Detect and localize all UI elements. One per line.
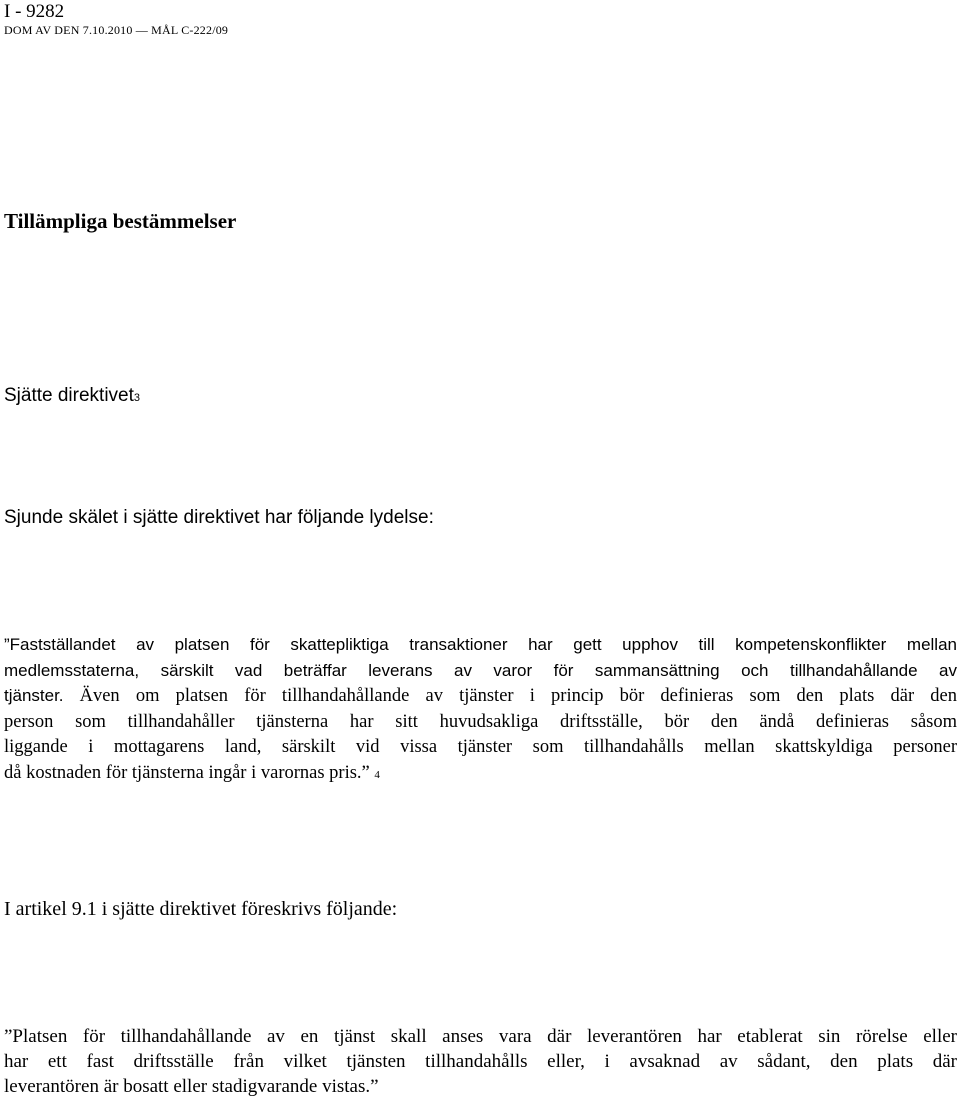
quote-line [4,761,957,789]
quote-line [4,683,957,710]
quote-line-fragment: tjänster. [4,686,64,705]
case-code: I - 9282 [4,1,65,22]
footnote-marker: 3 [133,392,141,404]
subheading [4,384,140,410]
quote-line: har ett fast driftsställe från vilket tjänsten tillhandahålls eller, i avsaknad av sådant, den plats där [4,1051,957,1072]
quote-line: liggande i mottagarens land, särskilt vid vissa tjänster som tillhandahålls mellan skattskyldiga personer [4,737,957,757]
quote-line: ”Platsen för tillhandahållande av en tjänst skall anses vara där leverantören har etablerat sin rörelse eller [4,1026,957,1047]
subheading-text: Sjätte direktivet [4,385,134,406]
intro-paragraph: Sjunde skälet i sjätte direktivet har följande lydelse: [4,507,434,528]
quote-paragraph [4,1024,957,1099]
quote-line: leverantören är bosatt eller stadigvarande vistas.” [4,1076,379,1097]
judgment-reference: DOM AV DEN 7.10.2010 — MÅL C-222/09 [4,23,229,37]
quote-line: person som tillhandahåller tjänsterna har sitt huvudsakliga driftsställe, bör den ändå definieras såsom [4,711,957,732]
quote-line: medlemsstaterna, särskilt vad beträffar leverans av varor för sammansättning och tillhandahållande av [4,660,957,680]
quote-line-text: då kostnaden för tjänsterna ingår i varornas pris.” [4,762,370,783]
footnote-marker: 4 [374,768,380,781]
page-header [4,2,228,38]
quote-paragraph [4,632,957,788]
quote-line-fragment: Även om platsen för tillhandahållande av tjänster i princip bör definieras som den plats där den [79,686,958,706]
intro-paragraph: I artikel 9.1 i sjätte direktivet föreskrivs följande: [4,898,398,920]
section-heading: Tillämpliga bestämmelser [4,209,237,233]
quote-line: ”Fastställandet av platsen för skattepliktiga transaktioner har gett upphov till kompetenskonflikter mellan [4,635,957,654]
